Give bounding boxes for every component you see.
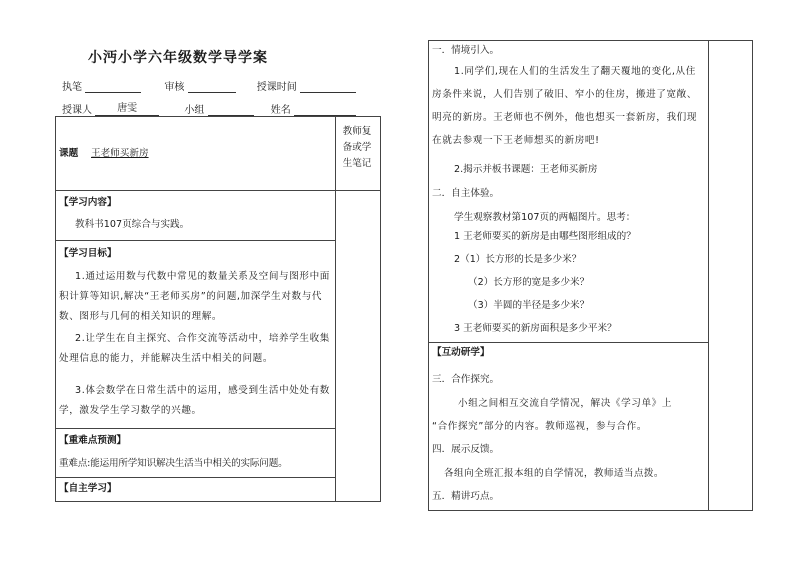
- group-label: 小组: [184, 105, 205, 116]
- question-2: 2（1）长方形的长是多少米？: [454, 254, 582, 265]
- section-3-text-a: 小组之间相互交流自学情况，解决《学习单》上: [458, 398, 673, 409]
- goal-2: 2.让学生在自主探究、合作交流等活动中，培养学生收集处理信息的能力，并能解决生活中相关的问题。: [59, 333, 331, 364]
- teacher-name: 唐雯: [95, 103, 159, 116]
- goal-3: 3.体会数学在日常生活中的运用，感受到生活中处处有数学，激发学生学习数学的兴趣。: [59, 385, 331, 416]
- question-4: （3）半圆的半径是多少米？: [468, 300, 590, 311]
- question-3: （2）长方形的宽是多少米？: [468, 277, 590, 288]
- teacher-label: 授课人: [62, 105, 92, 116]
- goal-1: 1.通过运用数与代数中常见的数量关系及空间与图形中面积计算等知识,解决“王老师买房”的问题,加深学生对数与代数、图形与几何的相关知识的理解。: [59, 271, 331, 322]
- time-field[interactable]: [300, 80, 356, 93]
- review-label: 审核: [164, 82, 185, 93]
- goals-heading: 【学习目标】: [59, 248, 117, 259]
- name-label: 姓名: [270, 105, 291, 116]
- section-1-item-2: 2.揭示并板书课题：王老师买新房: [454, 164, 598, 175]
- section-1-text: 1.同学们,现在人们的生活发生了翻天覆地的变化,从住房条件来说，人们告别了破旧、窄小的住房，搬进了宽敞、明亮的新房。王老师也不例外，他也想买一套新房，我们现在就去参观一下王老师想买的新房吧!: [432, 66, 698, 146]
- content-heading: 【学习内容】: [59, 197, 117, 208]
- self-study-heading: 【自主学习】: [59, 483, 117, 494]
- header-row-2: [62, 101, 356, 116]
- notes-header: 教师复备或学生笔记: [342, 126, 372, 169]
- group-field[interactable]: [208, 103, 254, 116]
- question-1: 1 王老师要买的新房是由哪些图形组成的？: [454, 231, 636, 242]
- section-2-heading: 二．自主体验。: [432, 188, 500, 199]
- section-1-heading: 一．情境引入。: [432, 45, 500, 56]
- section-2-intro: 学生观察教材第107页的两幅图片。思考：: [454, 212, 636, 223]
- question-5: 3 王老师要买的新房面积是多少平米？: [454, 323, 617, 334]
- header-row-1: [62, 78, 356, 93]
- review-field[interactable]: [188, 80, 236, 93]
- topic-label: 课题: [59, 148, 79, 159]
- author-label: 执笔: [62, 82, 82, 93]
- section-4-text: 各组向全班汇报本组的自学情况，教师适当点拨。: [444, 468, 664, 479]
- key-text: 重难点:能运用所学知识解决生活当中相关的实际问题。: [59, 458, 288, 469]
- name-field[interactable]: [294, 103, 356, 116]
- section-3-text-b: “合作探究”部分的内容。教师巡视，参与合作。: [432, 421, 648, 432]
- interact-heading: 【互动研学】: [432, 347, 490, 358]
- section-5-heading: 五．精讲巧点。: [432, 491, 500, 502]
- page-title: 小沔小学六年级数学导学案: [88, 50, 268, 66]
- author-field[interactable]: [85, 80, 141, 93]
- topic-value: 王老师买新房: [91, 148, 149, 159]
- content-text: 教科书107页综合与实践。: [75, 219, 190, 230]
- time-label: 授课时间: [256, 82, 297, 93]
- key-heading: 【重难点预测】: [59, 435, 127, 446]
- section-4-heading: 四．展示反馈。: [432, 444, 500, 455]
- section-3-heading: 三．合作探究。: [432, 374, 500, 385]
